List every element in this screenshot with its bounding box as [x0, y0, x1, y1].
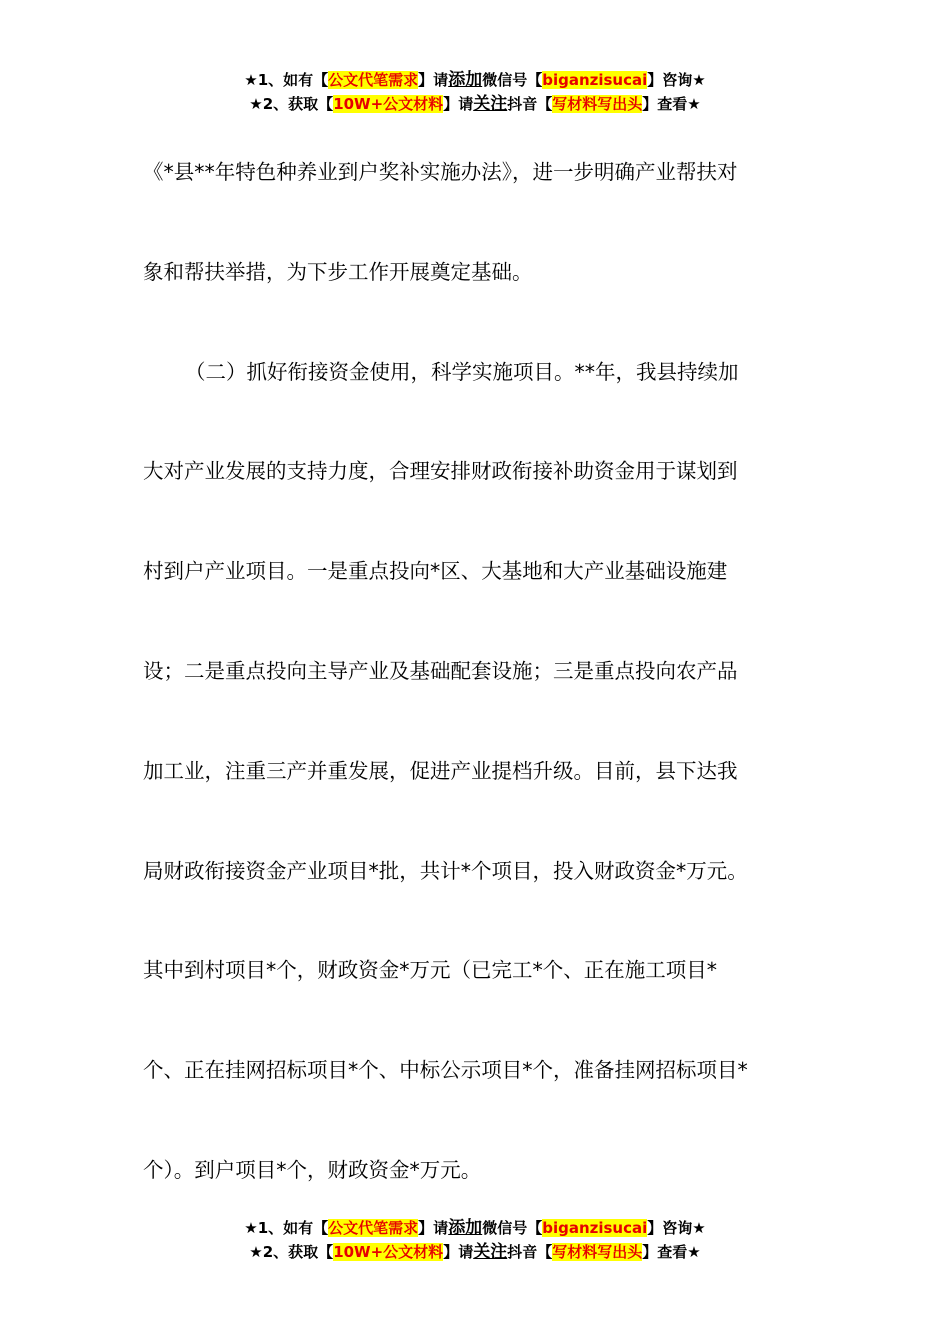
banner-text: 微信号【 [482, 71, 543, 89]
banner-text: 】请 [418, 1219, 449, 1237]
banner-text: 】请 [443, 1243, 474, 1261]
banner-text: ★1、如有【 [244, 1219, 329, 1237]
document-body [143, 123, 808, 1221]
body-line: 象和帮扶举措，为下步工作开展奠定基础。 [143, 259, 533, 284]
banner-text: 微信号【 [482, 1219, 543, 1237]
highlight-wechat-id: biganzisucai [542, 1219, 648, 1237]
body-line: 局财政衔接资金产业项目*批，共计*个项目，投入财政资金*万元。 [143, 858, 748, 883]
banner-text: 】查看★ [642, 95, 701, 113]
banner-text: ★2、获取【 [249, 1243, 334, 1261]
body-line: 其中到村项目*个，财政资金*万元（已完工*个、正在施工项目* [143, 958, 717, 983]
banner-line-1 [0, 1216, 950, 1240]
body-line: 加工业，注重三产并重发展，促进产业提档升级。目前，县下达我 [143, 758, 738, 783]
banner-text: 抖音【 [507, 95, 553, 113]
underlined-add: 添加 [448, 70, 483, 90]
highlight-need: 公文代笔需求 [328, 71, 419, 89]
body-line: 个、正在挂网招标项目*个、中标公示项目*个，准备挂网招标项目* [143, 1058, 748, 1083]
banner-text: 】请 [418, 71, 449, 89]
section-heading-line: （二）抓好衔接资金使用，科学实施项目。**年，我县持续加 [185, 359, 739, 384]
banner-text: ★1、如有【 [244, 71, 329, 89]
highlight-douyin: 写材料写出头 [552, 1243, 643, 1261]
highlight-material: 10W+公文材料 [333, 95, 444, 113]
underlined-follow: 关注 [473, 1242, 508, 1262]
footer-banner [0, 1216, 950, 1264]
highlight-wechat-id: biganzisucai [542, 71, 648, 89]
underlined-add: 添加 [448, 1218, 483, 1238]
body-line: 大对产业发展的支持力度，合理安排财政衔接补助资金用于谋划到 [143, 459, 738, 484]
highlight-douyin: 写材料写出头 [552, 95, 643, 113]
body-line: 《*县**年特色种养业到户奖补实施办法》，进一步明确产业帮扶对 [143, 160, 738, 184]
highlight-need: 公文代笔需求 [328, 1219, 419, 1237]
banner-line-2 [0, 92, 950, 116]
underlined-follow: 关注 [473, 94, 508, 114]
banner-text: ★2、获取【 [249, 95, 334, 113]
banner-text: 】咨询★ [647, 1219, 706, 1237]
body-line: 设；二是重点投向主导产业及基础配套设施；三是重点投向农产品 [143, 658, 738, 683]
header-banner [0, 68, 950, 116]
banner-text: 抖音【 [507, 1243, 553, 1261]
banner-text: 】咨询★ [647, 71, 706, 89]
banner-text: 】查看★ [642, 1243, 701, 1261]
body-line: 个）。到户项目*个，财政资金*万元。 [143, 1157, 482, 1182]
banner-line-1 [0, 68, 950, 92]
banner-line-2 [0, 1240, 950, 1264]
highlight-material: 10W+公文材料 [333, 1243, 444, 1261]
body-line: 村到户产业项目。一是重点投向*区、大基地和大产业基础设施建 [143, 559, 728, 584]
banner-text: 】请 [443, 95, 474, 113]
